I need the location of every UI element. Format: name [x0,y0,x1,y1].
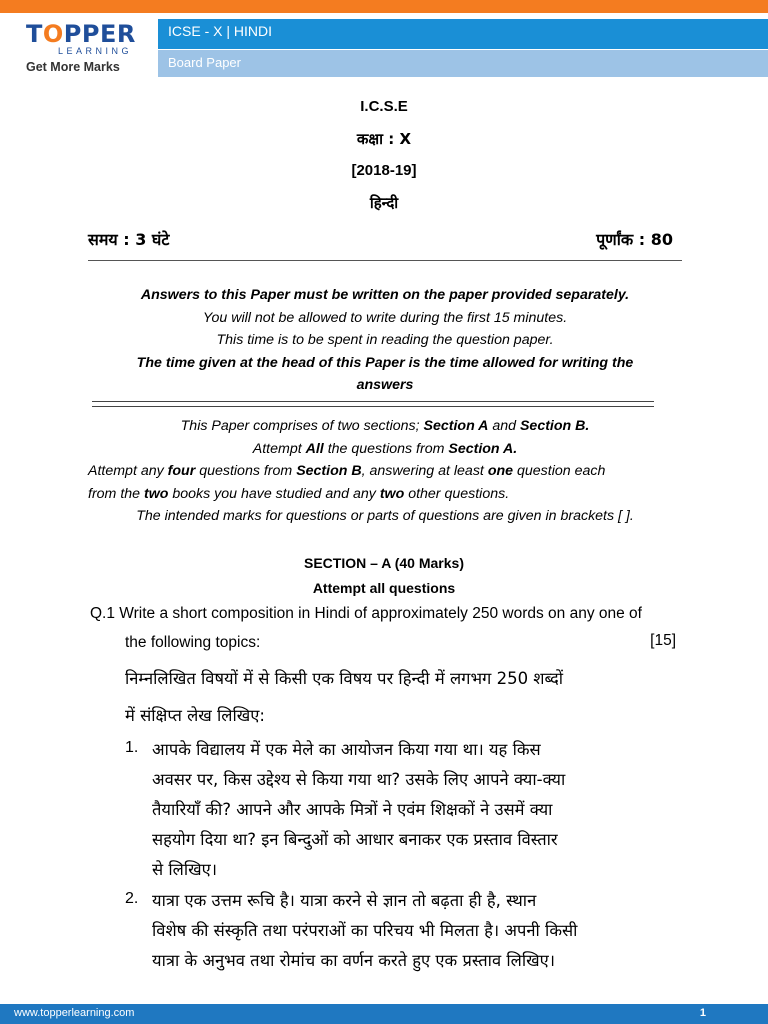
logo-tagline: Get More Marks [26,60,120,74]
section-subtitle: Attempt all questions [312,580,456,596]
instruction-line: from the two books you have studied and any two other questions. [88,485,510,502]
topic-2-line: यात्रा एक उत्तम रूचि है। यात्रा करने से ज्ञान तो बढ़ता ही है, स्थान [152,891,537,910]
instruction-line: answers [356,377,414,393]
instruction-line: The time given at the head of this Paper is the time allowed for writing the [136,354,634,371]
page-number: 1 [699,1007,706,1019]
topic-1-line: तैयारियाँ की? आपने और आपके मित्रों ने एवंम शिक्षकों ने उसमें क्या [152,800,553,819]
logo-wordmark: TOPPER [26,20,136,48]
question-1-text-cont: the following topics: [125,634,261,651]
exam-year: [2018-19] [351,162,417,179]
top-accent-bar [0,0,768,13]
exam-time: समय : 3 घंटे [88,230,170,249]
instruction-line: This time is to be spent in reading the question paper. [216,332,554,348]
topic-1-line: अवसर पर, किस उद्देश्य से किया गया था? उसके लिए आपने क्या-क्या [152,770,566,789]
header-subject-bar: ICSE - X | HINDI [158,19,768,49]
question-1-hindi: निम्नलिखित विषयों में से किसी एक विषय पर हिन्दी में लगभग 250 शब्दों [125,669,564,688]
topic-2-line: विशेष की संस्कृति तथा परंपराओं का परिचय भी मिलता है। अपनी किसी [152,921,578,940]
header-paper-type-bar: Board Paper [158,50,768,77]
topic-1-number: 1. [125,739,139,756]
question-1-text: Q.1 Write a short composition in Hindi of approximately 250 words on any one of [90,605,642,622]
instruction-line: Attempt any four questions from Section B, answering at least one question each [88,463,606,479]
instruction-line: You will not be allowed to write during the first 15 minutes. [202,309,568,326]
footer-bar [0,1004,768,1024]
section-title: SECTION – A (40 Marks) [303,555,464,571]
general-instructions [88,284,682,397]
double-divider [92,401,654,407]
topic-2-number: 2. [125,890,139,907]
exam-total-marks: पूर्णांक : 80 [596,230,673,249]
footer-url-link[interactable]: www.topperlearning.com [14,1007,135,1019]
topic-1-line: सहयोग दिया था? इन बिन्दुओं को आधार बनाकर एक प्रस्ताव विस्तार [152,830,558,849]
instruction-line: Answers to this Paper must be written on the paper provided separately. [140,287,630,303]
topic-1-line: से लिखिए। [152,860,218,879]
instruction-line: The intended marks for questions or parts of questions are given in brackets [ ]. [136,508,634,524]
question-1-marks: [15] [650,632,676,649]
instruction-line: Attempt All the questions from Section A. [252,440,518,457]
instruction-line: This Paper comprises of two sections; Section A and Section B. [180,418,590,434]
exam-board: I.C.S.E [360,98,408,115]
section-instructions [88,415,682,528]
logo-learning-text: LEARNING [58,46,133,56]
exam-class: कक्षा : X [356,130,412,148]
exam-subject: हिन्दी [369,194,399,212]
topic-2-line: यात्रा के अनुभव तथा रोमांच का वर्णन करते हुए एक प्रस्ताव लिखिए। [152,951,555,970]
topic-1-line: आपके विद्यालय में एक मेले का आयोजन किया गया था। यह किस [152,740,541,759]
question-1-hindi-cont: में संक्षिप्त लेख लिखिए: [125,706,265,725]
topper-logo[interactable] [24,18,136,78]
divider [88,260,682,261]
